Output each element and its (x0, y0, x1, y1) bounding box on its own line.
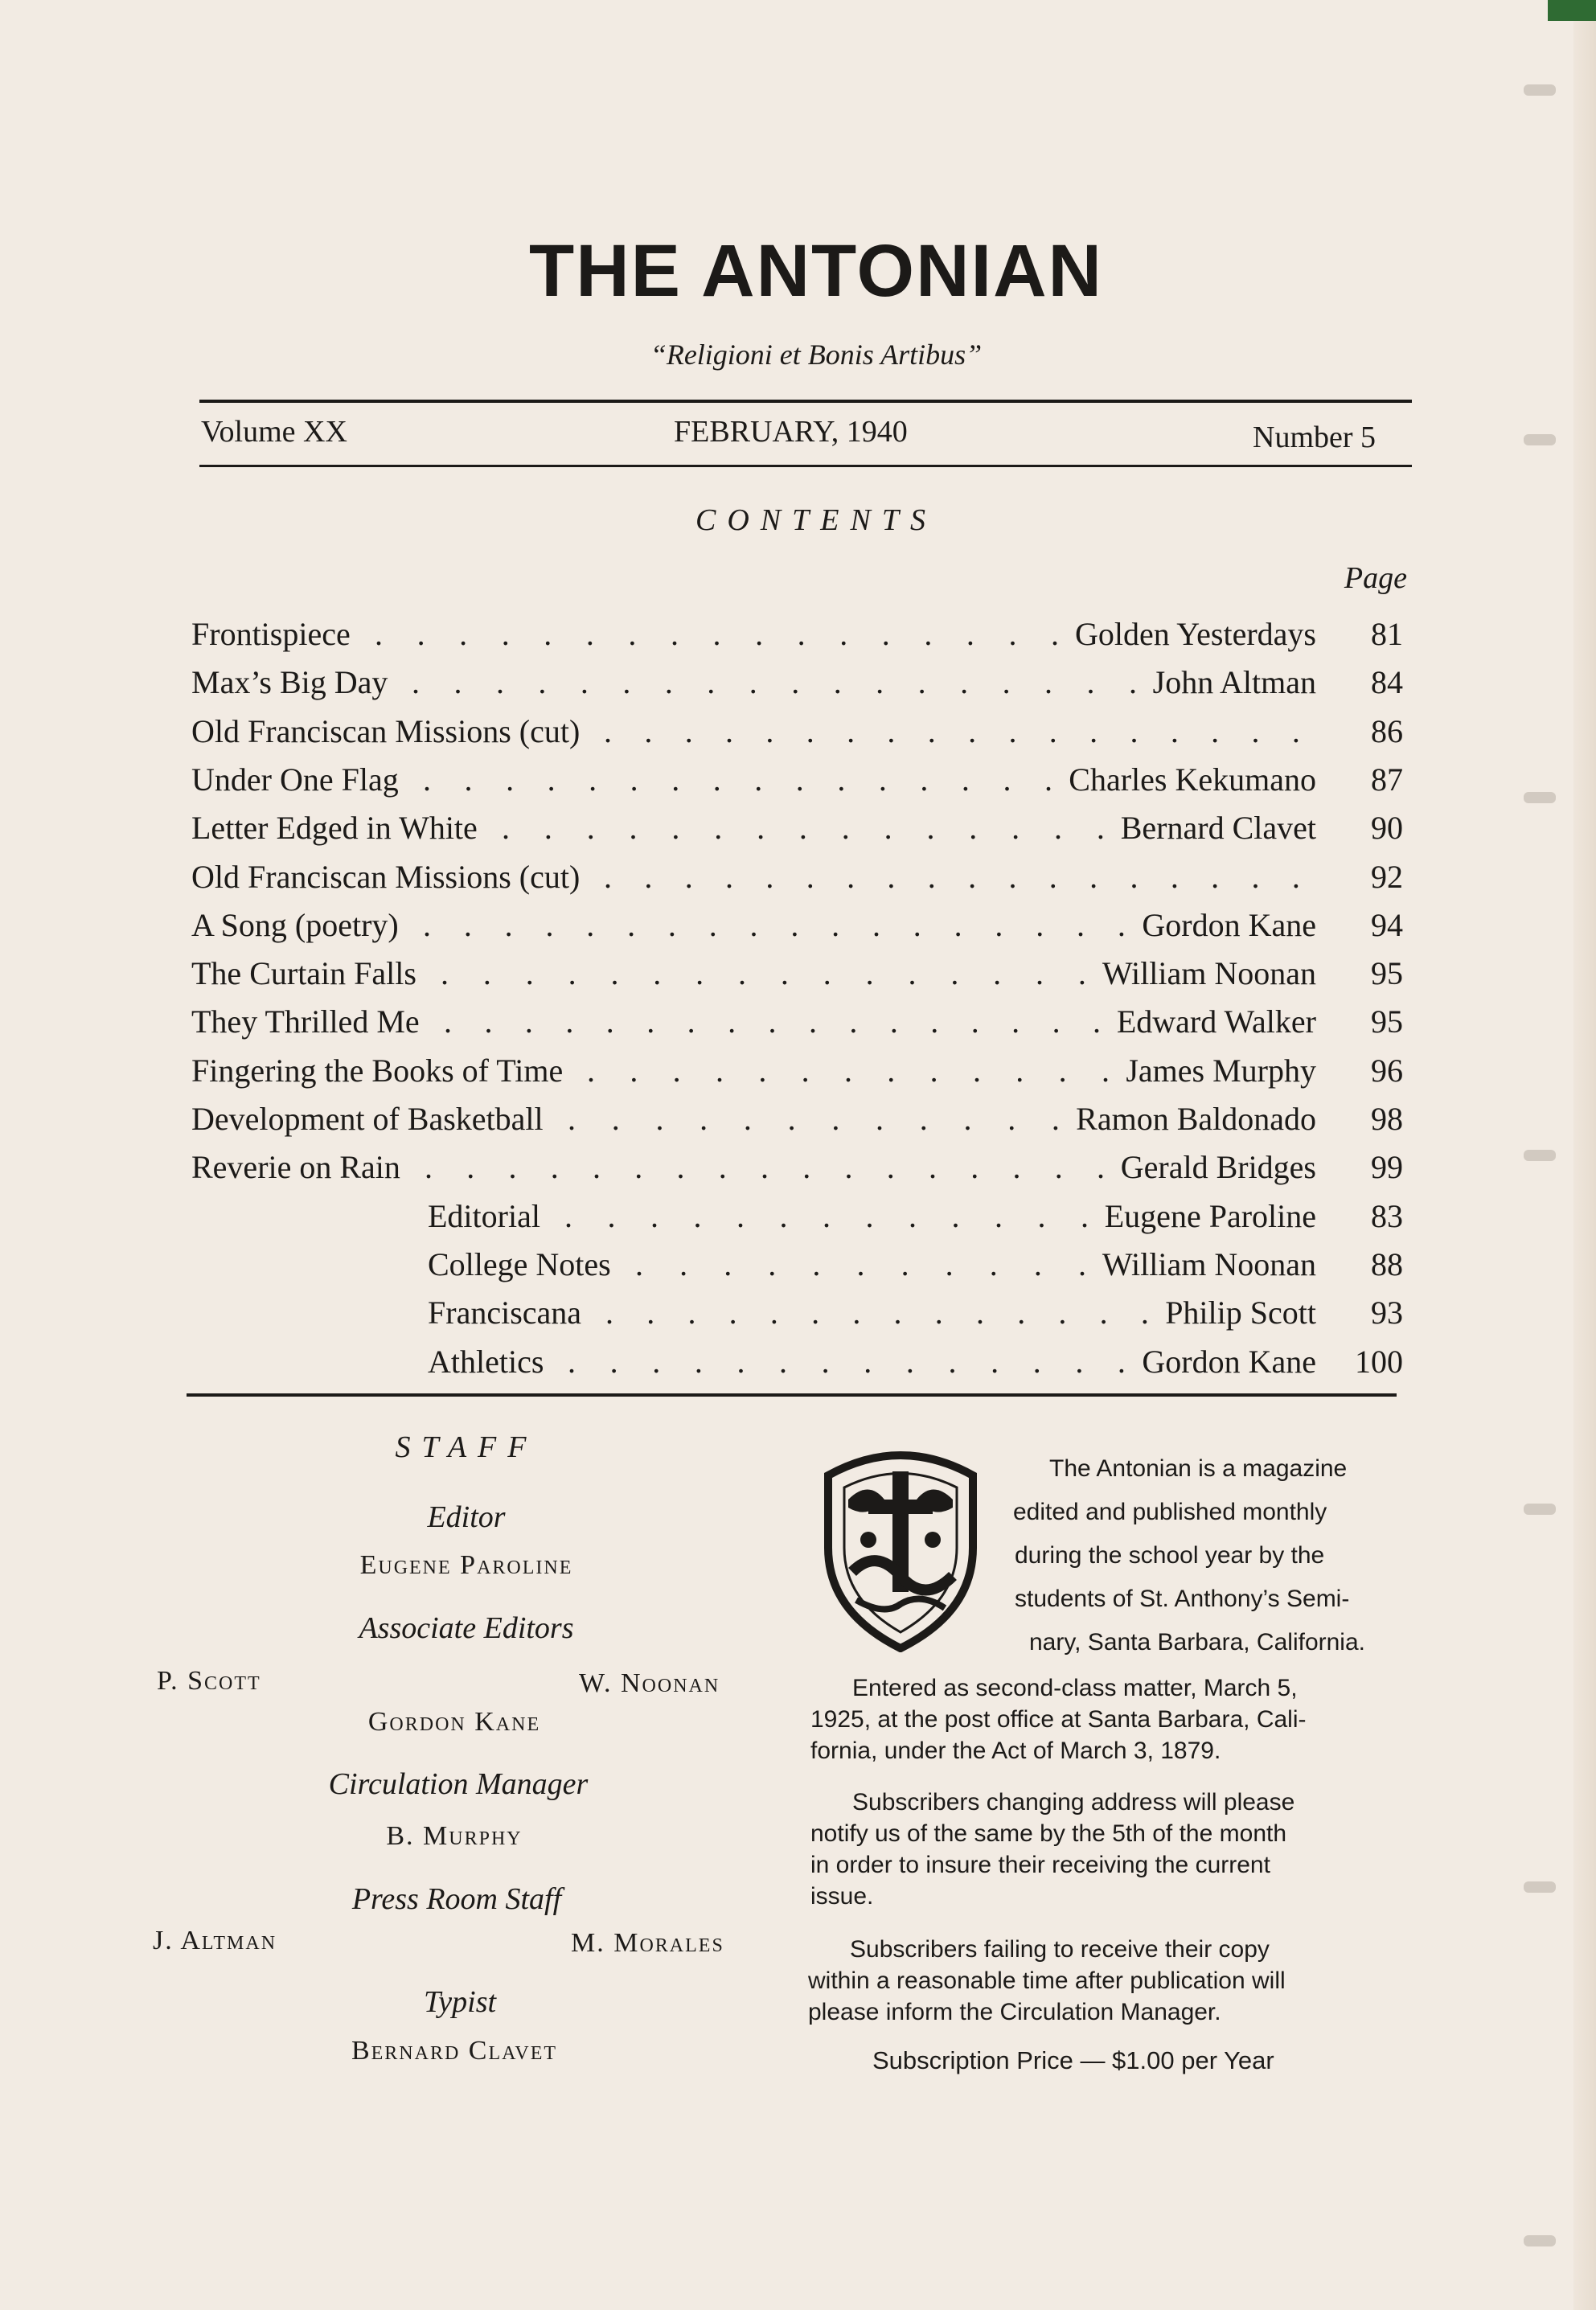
toc-entry (191, 1148, 1403, 1195)
toc-entry-author: John Altman (1152, 664, 1316, 701)
binding-mark (1524, 434, 1556, 445)
toc-leader-dots: . . . . . . . . . . . . (568, 1101, 1060, 1137)
toc-entry-author: Bernard Clavet (1120, 810, 1316, 847)
toc-entry-page: 96 (1371, 1052, 1403, 1089)
toc-entry-title: A Song (poetry) (191, 906, 399, 943)
publication-info-line: nary, Santa Barbara, California. (1029, 1629, 1365, 1656)
toc-entry (191, 712, 1403, 759)
toc-entry (191, 615, 1403, 662)
toc-entry-author: James Murphy (1126, 1052, 1316, 1089)
toc-leader-dots: . . . . . . . . . . . . . . (568, 1343, 1126, 1380)
toc-entry-title: Franciscana (428, 1295, 582, 1331)
toc-entry-page: 84 (1371, 664, 1403, 701)
notice-line: notify us of the same by the 5th of the month (810, 1820, 1287, 1847)
press-room-right: M. Morales (571, 1928, 724, 1958)
toc-entry-author: Eugene Paroline (1104, 1197, 1316, 1234)
subscription-price: Subscription Price — $1.00 per Year (872, 2046, 1274, 2074)
toc-entry (191, 663, 1403, 710)
toc-entry-page: 87 (1371, 761, 1403, 798)
editor-name: Eugene Paroline (359, 1550, 573, 1580)
toc-entry-title: Max’s Big Day (191, 664, 388, 701)
toc-entry-title: Under One Flag (191, 761, 399, 798)
toc-leader-dots: . . . . . . . . . . . . . . . . . (425, 1149, 1105, 1186)
toc-entry-author: Charles Kekumano (1069, 761, 1316, 798)
toc-entry (191, 809, 1403, 855)
toc-entry-author: William Noonan (1102, 1245, 1316, 1282)
change-of-address-notice (810, 1787, 1294, 1912)
toc-entry-page: 95 (1371, 1003, 1403, 1040)
toc-entry (428, 1294, 1403, 1340)
toc-entry-page: 100 (1355, 1343, 1403, 1380)
toc-entry-title: Athletics (428, 1343, 544, 1380)
toc-entry (191, 954, 1403, 1001)
notice-line: in order to insure their receiving the current (810, 1852, 1270, 1878)
toc-entry-title: The Curtain Falls (191, 955, 416, 992)
toc-entry-page: 93 (1371, 1295, 1403, 1331)
toc-entry-page: 88 (1371, 1245, 1403, 1282)
issue-number: Number 5 (1253, 421, 1376, 454)
associate-editors-role: Associate Editors (359, 1611, 574, 1645)
toc-leader-dots: . . . . . . . . . . . (635, 1245, 1086, 1282)
notice-line: Subscribers failing to receive their copy (850, 1936, 1270, 1963)
binding-mark (1524, 792, 1556, 803)
toc-entry-page: 94 (1371, 906, 1403, 943)
binding-mark (1524, 84, 1556, 96)
issue-rule (199, 465, 1412, 467)
staff-heading: STAFF (395, 1430, 538, 1464)
magazine-title: THE ANTONIAN (529, 230, 1103, 312)
notice-line: Subscribers changing address will please (852, 1789, 1295, 1816)
associate-editor-center: Gordon Kane (367, 1707, 541, 1737)
issue-date: FEBRUARY, 1940 (674, 415, 908, 449)
toc-entry (191, 1003, 1403, 1049)
toc-entry-author: Gordon Kane (1142, 1343, 1316, 1380)
toc-entry-title: Old Franciscan Missions (cut) (191, 858, 581, 895)
missing-copy-notice (808, 1934, 1286, 2028)
press-room-left: J. Altman (153, 1926, 277, 1955)
toc-entry (428, 1245, 1403, 1292)
contents-heading: CONTENTS (695, 503, 937, 537)
toc-entry-title: Letter Edged in White (191, 810, 478, 847)
typist-name: Bernard Clavet (351, 2036, 558, 2066)
typist-role: Typist (423, 1985, 497, 2019)
toc-entry-title: Old Franciscan Missions (cut) (191, 712, 581, 749)
toc-entry (191, 1100, 1403, 1147)
circulation-manager-name: B. Murphy (386, 1821, 523, 1851)
toc-entry (191, 858, 1403, 905)
publication-info-line: students of St. Anthony’s Semi- (1015, 1586, 1350, 1612)
press-room-role: Press Room Staff (351, 1882, 562, 1916)
toc-leader-dots: . . . . . . . . . . . . . . . . . (375, 616, 1059, 652)
volume-label: Volume XX (201, 415, 347, 449)
toc-leader-dots: . . . . . . . . . . . . . (587, 1052, 1110, 1089)
toc-leader-dots: . . . . . . . . . . . . . . . . (441, 955, 1086, 992)
toc-entry (428, 1343, 1403, 1389)
associate-editor-right: W. Noonan (579, 1668, 720, 1698)
toc-entry-title: Frontispiece (191, 616, 351, 652)
associate-editor-left: P. Scott (157, 1666, 261, 1696)
circulation-manager-role: Circulation Manager (328, 1767, 589, 1801)
toc-entry (428, 1197, 1403, 1244)
publication-info-line: The Antonian is a magazine (1049, 1455, 1348, 1482)
toc-entry-title: Fingering the Books of Time (191, 1052, 564, 1089)
notice-line: fornia, under the Act of March 3, 1879. (810, 1738, 1221, 1764)
toc-entry-page: 99 (1371, 1149, 1403, 1186)
toc-entry-page: 95 (1371, 955, 1403, 992)
toc-entry-title: Editorial (428, 1197, 540, 1234)
toc-entry-author: Golden Yesterdays (1075, 616, 1316, 652)
page-corner (1548, 0, 1596, 21)
binding-mark (1524, 1150, 1556, 1161)
notice-line: Entered as second-class matter, March 5, (852, 1675, 1298, 1701)
contents-bottom-rule (187, 1393, 1397, 1397)
toc-entry-title: Development of Basketball (191, 1101, 544, 1137)
seminary-crest-icon (812, 1443, 989, 1652)
toc-entry-author: Edward Walker (1116, 1003, 1316, 1040)
toc-entry (191, 906, 1403, 953)
toc-entry-title: Reverie on Rain (191, 1149, 400, 1186)
entry-notice (810, 1672, 1307, 1766)
magazine-motto: “Religioni et Bonis Artibus” (650, 338, 983, 371)
toc-leader-dots: . . . . . . . . . . . . . . . . . . (604, 858, 1300, 895)
toc-entry-page: 83 (1371, 1197, 1403, 1234)
publication-info-line: edited and published monthly (1013, 1499, 1327, 1525)
binding-mark (1524, 2235, 1556, 2246)
page-column-label: Page (1344, 561, 1407, 595)
toc-entry-page: 90 (1371, 810, 1403, 847)
editor-role: Editor (427, 1500, 506, 1534)
toc-entry-title: They Thrilled Me (191, 1003, 420, 1040)
binding-mark (1524, 1881, 1556, 1893)
toc-entry-author: Philip Scott (1165, 1295, 1316, 1331)
toc-leader-dots: . . . . . . . . . . . . . . . . . (444, 1003, 1101, 1040)
binding-mark (1524, 1504, 1556, 1515)
notice-line: 1925, at the post office at Santa Barbara, Cali- (810, 1706, 1307, 1733)
notice-line: within a reasonable time after publication will (808, 1967, 1286, 1994)
top-rule (199, 400, 1412, 403)
toc-entry-page: 81 (1371, 616, 1403, 652)
publication-info-line: during the school year by the (1015, 1542, 1325, 1569)
toc-leader-dots: . . . . . . . . . . . . . . . . . . (412, 664, 1137, 701)
toc-leader-dots: . . . . . . . . . . . . . . . . . . (423, 906, 1126, 943)
toc-entry-page: 98 (1371, 1101, 1403, 1137)
toc-leader-dots: . . . . . . . . . . . . . (564, 1197, 1089, 1234)
toc-entry-title: College Notes (428, 1245, 611, 1282)
toc-entry-author: Ramon Baldonado (1076, 1101, 1316, 1137)
toc-entry-page: 92 (1371, 858, 1403, 895)
notice-line: please inform the Circulation Manager. (808, 1999, 1221, 2025)
toc-leader-dots: . . . . . . . . . . . . . . (605, 1295, 1149, 1331)
toc-leader-dots: . . . . . . . . . . . . . . . . . . (604, 712, 1300, 749)
toc-entry (191, 1052, 1403, 1098)
toc-entry-page: 86 (1371, 712, 1403, 749)
toc-leader-dots: . . . . . . . . . . . . . . . . (423, 761, 1052, 798)
toc-entry-author: Gerald Bridges (1120, 1149, 1316, 1186)
toc-entry-author: Gordon Kane (1142, 906, 1316, 943)
toc-entry-author: William Noonan (1102, 955, 1316, 992)
toc-leader-dots: . . . . . . . . . . . . . . . (502, 810, 1105, 847)
notice-line: issue. (810, 1883, 874, 1910)
toc-entry (191, 761, 1403, 807)
